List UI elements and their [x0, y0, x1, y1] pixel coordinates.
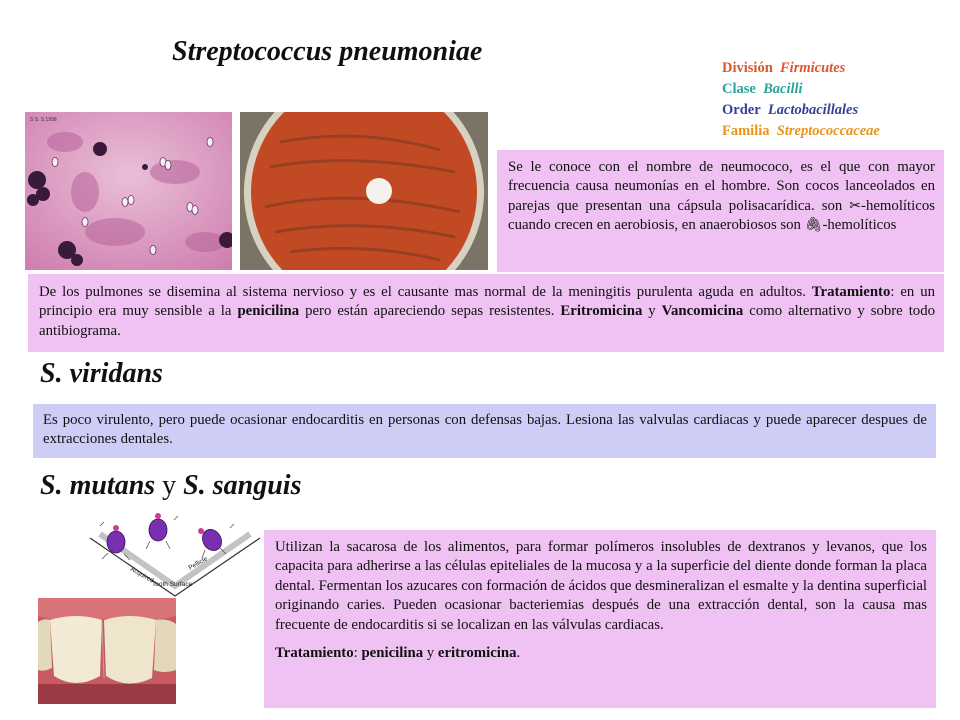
viridans-heading: S. viridans — [40, 358, 163, 389]
gram-stain-micrograph — [25, 112, 232, 270]
mutans-heading-species: S. mutans — [40, 470, 156, 501]
taxonomy-rank: Clase — [722, 81, 756, 97]
blood-agar-plate-image — [240, 112, 488, 270]
sanguis-heading-species: S. sanguis — [183, 470, 302, 501]
spread-text: pero están apareciendo sepas resistentes. — [299, 303, 561, 320]
taxonomy-name: Firmicutes — [780, 60, 846, 76]
page-title: Streptococcus pneumoniae — [172, 36, 483, 67]
spread-text: y — [642, 303, 662, 320]
taxonomy-class — [722, 79, 880, 100]
treatment-separator: : — [353, 645, 362, 662]
drug-name: eritromicina — [437, 645, 517, 662]
alpha-symbol-icon: ✂ — [849, 197, 862, 214]
mutans-heading-join: y — [155, 470, 184, 501]
taxonomy-division — [722, 58, 880, 79]
viridans-description-box — [33, 404, 936, 458]
drug-name: Eritromicina — [560, 303, 643, 320]
viridans-text: Es poco virulento, pero puede ocasionar endocarditis en personas con defensas bajas. Lesiona las valvulas cardiacas y puede aparecer despues de extracciones dentales. — [43, 412, 927, 448]
taxonomy-rank: Familia — [722, 123, 770, 139]
pneumoniae-spread-box — [28, 274, 944, 352]
taxonomy-order — [722, 100, 880, 121]
taxonomy-name: Streptococcaceae — [776, 123, 880, 139]
taxonomy-name: Bacilli — [763, 81, 803, 97]
micrograph-caption: S S. S 1998 — [30, 117, 57, 123]
taxonomy-family — [722, 121, 880, 142]
mutans-text: Utilizan la sacarosa de los alimentos, para formar polímeros insolubles de dextranos y levanos, que los capacita para adherirse a las células epiteliales de la mucosa y a la superficie del diente donde forman la placa dental. Fermentan los azucares con formación de ácidos que desmineralizan el esmalte y la dentina superficial originando caries. Pueden ocasionar bacteriemias después de una extracción dental, son la causa mas frecuente de endocarditis si se localizan en las válvulas cardiacas. — [275, 539, 927, 633]
drug-name: penicilina — [361, 645, 424, 662]
taxonomy-name: Lactobacillales — [767, 102, 859, 118]
spread-text: De los pulmones se disemina al sistema nervioso y es el causante mas normal de la meningitis purulenta aguda en adultos. — [39, 284, 812, 300]
diagram-label-pellicle: Pellicle — [187, 555, 209, 572]
pneumoniae-text: Se le conoce con el nombre de neumococo, es el que con mayor frecuencia causa neumonías en el hombre. Son cocos lanceolados en parejas que presentan una cápsula polisacarídica. son — [508, 159, 935, 214]
diagram-label-surface: Tooth Surface — [152, 581, 193, 588]
spread-text: : en un principio era muy sensible a la — [39, 284, 935, 320]
treatment-label: Tratamiento — [811, 284, 891, 300]
mutans-description-box — [264, 530, 936, 708]
taxonomy-rank: Order — [722, 102, 761, 118]
pneumoniae-description-box — [497, 150, 944, 272]
treatment-label: Tratamiento — [275, 645, 354, 662]
beta-symbol-icon: 🖇 — [804, 217, 823, 234]
mutans-treatment — [275, 644, 927, 663]
diagram-label-acquired: Acquired — [129, 565, 155, 585]
taxonomy-rank: División — [722, 60, 773, 76]
treatment-end: . — [516, 645, 521, 662]
drug-name: penicilina — [237, 303, 300, 320]
mutans-heading — [40, 470, 301, 502]
taxonomy-list — [722, 58, 880, 142]
drug-name: Vancomicina — [661, 303, 744, 320]
teeth-photo — [38, 598, 176, 704]
bacterial-adhesion-diagram — [80, 508, 270, 600]
spread-text: como alternativo y sobre todo antibiograma. — [39, 303, 936, 339]
pneumoniae-text: -hemolíticos cuando crecen en aerobiosis, en anaerobiosos son — [508, 197, 935, 234]
drug-join: y — [423, 645, 438, 662]
pneumoniae-text: -hemolíticos — [822, 217, 897, 234]
